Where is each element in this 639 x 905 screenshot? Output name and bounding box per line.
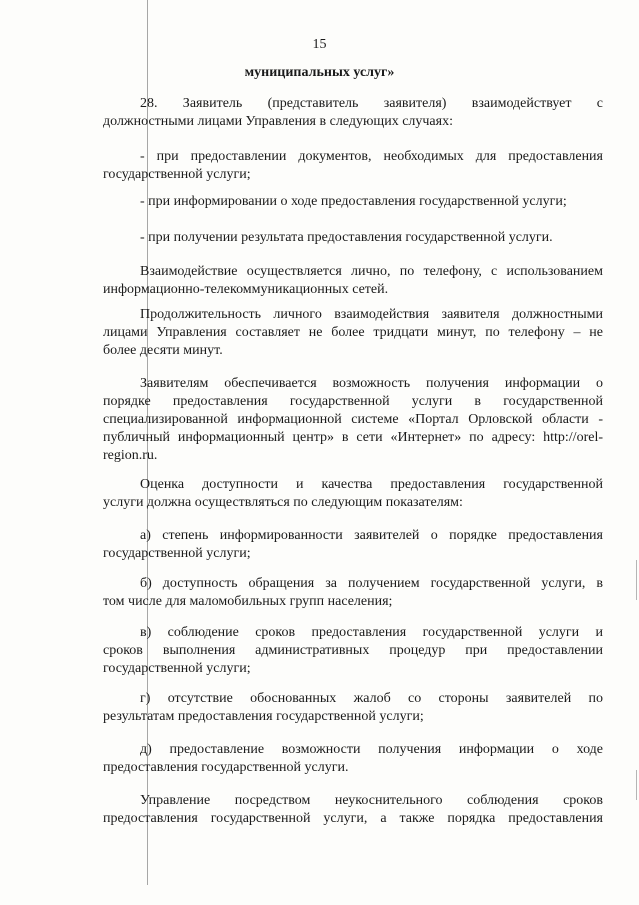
paragraph-line: информационно-телекоммуникационных сетей. [103, 282, 389, 297]
paragraph-line: предоставления государственной услуги. [103, 760, 349, 775]
paragraph-line: сроков выполнения административных процедур при предоставлении [103, 643, 603, 658]
section-heading: муниципальных услуг» [244, 65, 395, 80]
edge-mark [636, 770, 637, 800]
paragraph-line: - при предоставлении документов, необходимых для предоставления [140, 149, 603, 164]
paragraph-management [103, 792, 603, 828]
paragraph-line: результатам предоставления государственной услуги; [103, 709, 424, 724]
list-item-b [103, 575, 603, 611]
paragraph-line: порядке предоставления государственной услуги в государственной [103, 394, 603, 409]
paragraph-line: д) предоставление возможности получения информации о ходе [140, 742, 603, 757]
paragraph-line: более десяти минут. [103, 343, 223, 358]
bullet-informing [103, 193, 603, 211]
paragraph-line: услуги должна осуществляться по следующим показателям: [103, 495, 463, 510]
paragraph-line: Продолжительность личного взаимодействия заявителя должностными [140, 307, 603, 322]
paragraph-line: государственной услуги; [103, 546, 251, 561]
paragraph-line: - при информировании о ходе предоставления государственной услуги; [140, 194, 567, 209]
paragraph-line: должностными лицами Управления в следующих случаях: [103, 114, 453, 129]
paragraph-line: Оценка доступности и качества предоставления государственной [140, 477, 603, 492]
paragraph-line: в) соблюдение сроков предоставления государственной услуги и [140, 625, 603, 640]
paragraph-line: region.ru. [103, 448, 158, 463]
paragraph-line: Заявителям обеспечивается возможность получения информации о [140, 376, 603, 391]
paragraph-line: Взаимодействие осуществляется лично, по телефону, с использованием [140, 264, 603, 279]
paragraph-line: государственной услуги; [103, 661, 251, 676]
paragraph-line: лицами Управления составляет не более тридцати минут, по телефону – не [103, 325, 603, 340]
paragraph-28 [103, 95, 603, 131]
paragraph-line: Управление посредством неукоснительного соблюдения сроков [140, 793, 603, 808]
list-item-c [103, 624, 603, 678]
list-item-e [103, 741, 603, 777]
paragraph-duration [103, 306, 603, 360]
paragraph-line: г) отсутствие обоснованных жалоб со стороны заявителей по [140, 691, 603, 706]
list-item-a [103, 527, 603, 563]
bullet-documents [103, 148, 603, 184]
paragraph-line: а) степень информированности заявителей о порядке предоставления [140, 528, 603, 543]
paragraph-line: - при получении результата предоставления государственной услуги. [140, 230, 553, 245]
paragraph-line: том числе для маломобильных групп населения; [103, 594, 393, 609]
paragraph-line: б) доступность обращения за получением государственной услуги, в [140, 576, 603, 591]
paragraph-interaction [103, 263, 603, 299]
paragraph-line: 28. Заявитель (представитель заявителя) взаимодействует с [140, 96, 603, 111]
paragraph-line: специализированной информационной системе «Портал Орловской области - [103, 412, 603, 427]
paragraph-line: публичный информационный центр» в сети «Интернет» по адресу: http://orel- [103, 430, 603, 445]
paragraph-line: предоставления государственной услуги, а также порядка предоставления [103, 811, 603, 826]
bullet-result [103, 229, 603, 247]
paragraph-portal [103, 375, 603, 465]
edge-mark [636, 560, 637, 600]
list-item-d [103, 690, 603, 726]
paragraph-assessment [103, 476, 603, 512]
page-number: 15 [312, 37, 327, 52]
paragraph-line: государственной услуги; [103, 167, 251, 182]
